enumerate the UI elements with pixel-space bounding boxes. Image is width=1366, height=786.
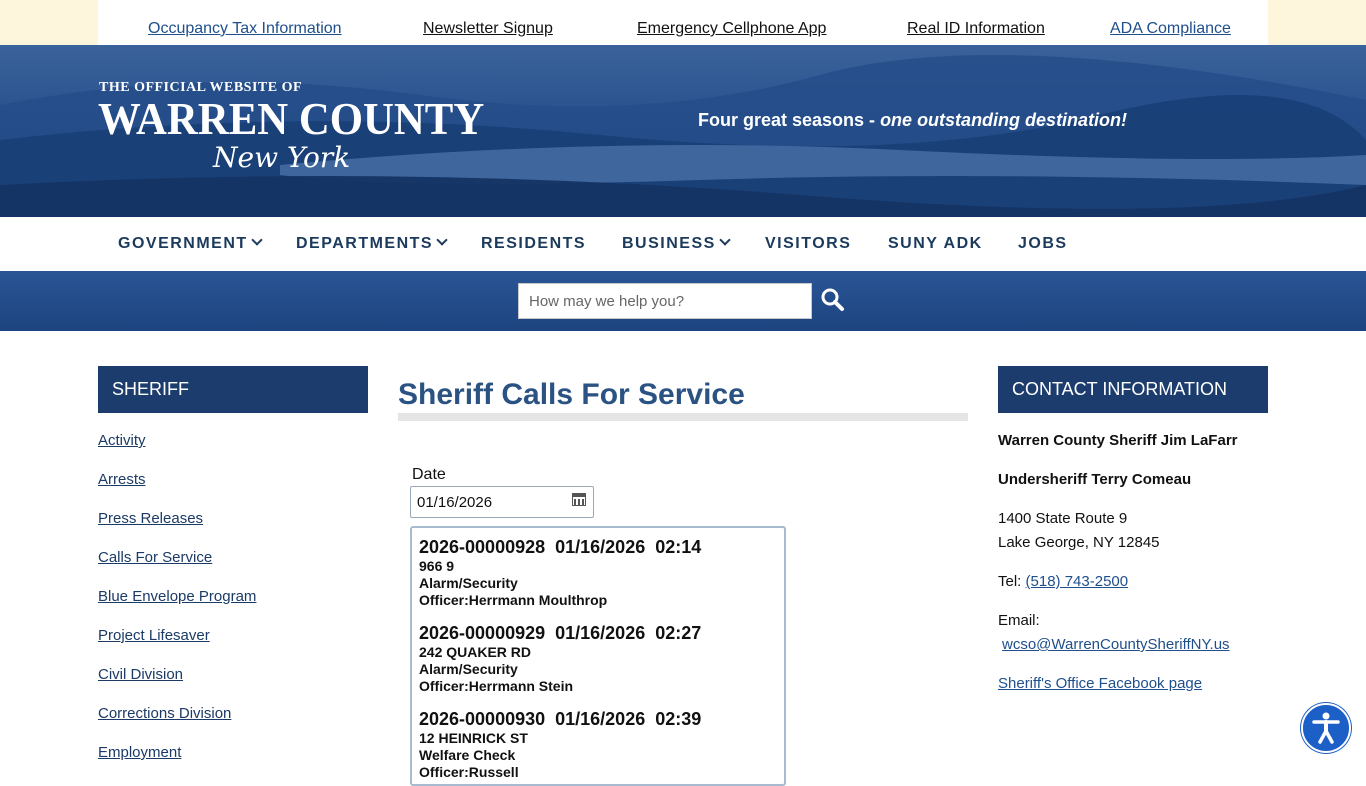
contact-address-line2: Lake George, NY 12845: [998, 534, 1160, 551]
accessibility-button[interactable]: [1301, 703, 1351, 753]
call-type: Alarm/Security: [419, 661, 518, 677]
sidebar-item-project-lifesaver[interactable]: Project Lifesaver: [98, 627, 210, 644]
email-link[interactable]: wcso@WarrenCountySheriffNY.us: [1002, 636, 1230, 653]
nav-suny-adk[interactable]: SUNY ADK: [888, 235, 983, 252]
contact-email: [1002, 636, 1230, 653]
contact-email-label: Email:: [998, 612, 1040, 629]
call-header: 2026-00000929 01/16/2026 02:27: [419, 623, 702, 643]
date-value: 01/16/2026: [417, 494, 493, 511]
logo-official-website: THE OFFICIAL WEBSITE OF: [99, 80, 303, 95]
tel-link[interactable]: (518) 743-2500: [1025, 573, 1129, 590]
sidebar-item-employment[interactable]: Employment: [98, 744, 182, 761]
accessibility-icon: [1303, 705, 1349, 751]
newsletter-signup-link[interactable]: Newsletter Signup: [423, 20, 553, 37]
nav-business[interactable]: BUSINESS: [622, 235, 729, 253]
header-banner: [0, 45, 1366, 217]
call-officer: Officer:Herrmann Stein: [419, 678, 574, 694]
search-input[interactable]: [518, 283, 812, 319]
tagline-plain: Four great seasons -: [698, 110, 881, 130]
main-navigation: [0, 217, 1366, 271]
call-type: Alarm/Security: [419, 575, 518, 591]
nav-visitors[interactable]: VISITORS: [765, 235, 852, 252]
search-bar: [0, 271, 1366, 331]
sidebar-item-civil-division[interactable]: Civil Division: [98, 666, 184, 683]
contact-facebook: [998, 675, 1202, 692]
ada-compliance-link[interactable]: ADA Compliance: [1110, 20, 1231, 37]
call-officer: Officer:Herrmann Moulthrop: [419, 592, 608, 608]
top-utility-bar: [0, 0, 1366, 45]
title-divider: [398, 413, 968, 421]
call-type: Welfare Check: [419, 747, 516, 763]
tagline: [698, 110, 1127, 131]
calls-list[interactable]: [410, 526, 786, 786]
sidebar-item-arrests[interactable]: Arrests: [98, 471, 146, 488]
sidebar-item-activity[interactable]: Activity: [98, 432, 146, 449]
tagline-italic: one outstanding destination!: [880, 110, 1128, 130]
search-icon[interactable]: [820, 287, 846, 313]
occupancy-tax-link[interactable]: Occupancy Tax Information: [148, 20, 342, 37]
date-field[interactable]: [410, 486, 594, 518]
chevron-down-icon: [436, 234, 447, 245]
nav-government[interactable]: GOVERNMENT: [118, 235, 261, 253]
nav-departments[interactable]: DEPARTMENTS: [296, 235, 446, 253]
list-item: [419, 536, 701, 609]
emergency-cellphone-app-link[interactable]: Emergency Cellphone App: [637, 20, 827, 37]
call-address: 12 HEINRICK ST: [419, 730, 528, 746]
date-label: Date: [412, 466, 446, 483]
call-address: 242 QUAKER RD: [419, 644, 532, 660]
real-id-link[interactable]: Real ID Information: [907, 20, 1045, 37]
logo-warren-county[interactable]: WARREN COUNTY: [98, 93, 485, 144]
nav-residents[interactable]: RESIDENTS: [481, 235, 587, 252]
call-officer: Officer:Russell: [419, 764, 519, 780]
facebook-link[interactable]: Sheriff's Office Facebook page: [998, 675, 1203, 692]
call-address: 966 9: [419, 558, 455, 574]
chevron-down-icon: [719, 234, 730, 245]
sidebar-item-press-releases[interactable]: Press Releases: [98, 510, 204, 527]
call-header: 2026-00000930 01/16/2026 02:39: [419, 709, 702, 729]
sidebar-item-blue-envelope[interactable]: Blue Envelope Program: [98, 588, 257, 605]
chevron-down-icon: [251, 234, 262, 245]
tel-label: Tel:: [998, 573, 1026, 590]
contact-undersheriff: Undersheriff Terry Comeau: [998, 471, 1192, 488]
nav-jobs[interactable]: JOBS: [1018, 235, 1068, 252]
list-item: [419, 708, 701, 781]
logo-new-york: New York: [213, 141, 351, 174]
sidebar-title: SHERIFF: [98, 366, 368, 413]
contact-title: CONTACT INFORMATION: [998, 366, 1268, 413]
contact-tel: [998, 573, 1128, 590]
page-title: Sheriff Calls For Service: [398, 378, 745, 411]
sidebar-item-corrections-division[interactable]: Corrections Division: [98, 705, 232, 722]
call-header: 2026-00000928 01/16/2026 02:14: [419, 537, 702, 557]
calendar-icon[interactable]: [572, 493, 586, 506]
sidebar-item-calls-for-service[interactable]: Calls For Service: [98, 549, 213, 566]
contact-address-line1: 1400 State Route 9: [998, 510, 1128, 527]
list-item: [419, 622, 701, 695]
contact-sheriff: Warren County Sheriff Jim LaFarr: [998, 432, 1238, 449]
